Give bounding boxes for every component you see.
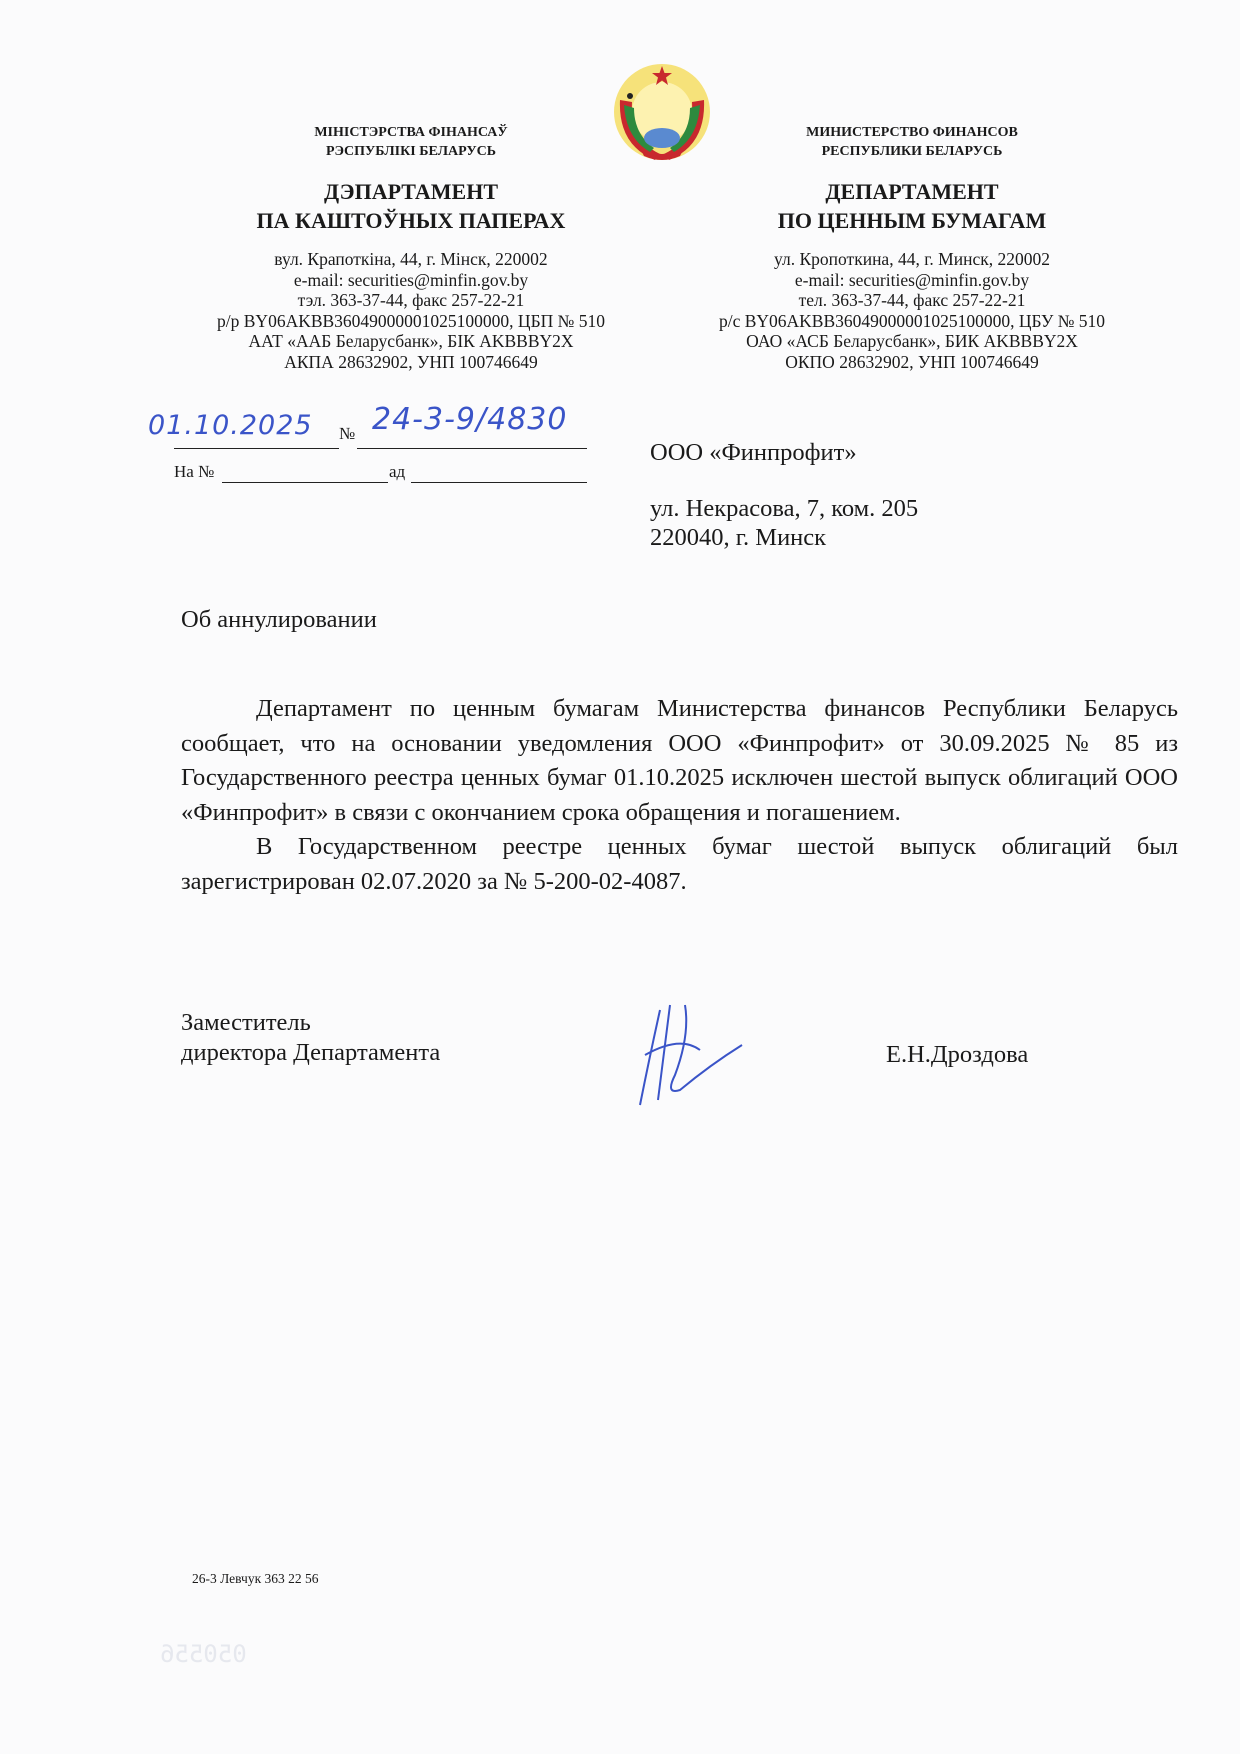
- department-by-line2: ПА КАШТОЎНЫХ ПАПЕРАХ: [256, 208, 566, 233]
- letterhead-ru: [692, 123, 1132, 372]
- number-label: №: [339, 424, 356, 443]
- phone-ru-line: тел. 363-37-44, факс 257-22-21: [798, 290, 1026, 310]
- body-paragraph: В Государственном реестре ценных бумаг шестой выпуск облигаций был зарегистрирован 02.07.2020 за № 5-200-02-4087.: [181, 833, 1178, 895]
- recipient-address: [650, 494, 918, 552]
- reply-to-label: На №: [174, 462, 215, 481]
- registration-date: 01.10.2025: [148, 410, 313, 441]
- account-by-line: р/р BY06AKBB36049000001025100000, ЦБП № 510: [217, 310, 605, 331]
- address-by-line: вул. Крапоткіна, 44, г. Мінск, 220002: [274, 249, 548, 269]
- bank-ru-line: ОАО «АСБ Беларусбанк», БИК AKBBBY2X: [746, 331, 1078, 351]
- letter-body: [181, 692, 1178, 899]
- signer-position-line1: Заместитель: [181, 1009, 311, 1036]
- recipient-street: ул. Некрасова, 7, ком. 205: [650, 495, 919, 522]
- signer-position-line2: директора Департамента: [181, 1039, 441, 1066]
- department-ru-line2: ПО ЦЕННЫМ БУМАГАМ: [777, 208, 1047, 233]
- signer-name: Е.Н.Дроздова: [886, 1041, 1029, 1068]
- phone-by-line: тэл. 363-37-44, факс 257-22-21: [297, 290, 525, 310]
- from-label: ад: [389, 462, 406, 481]
- account-ru-line: р/с BY06AKBB36049000001025100000, ЦБУ № 510: [718, 310, 1106, 331]
- form-number: 050556: [160, 1640, 247, 1668]
- handwritten-signature: [630, 995, 750, 1115]
- ministry-ru-line2: РЕСПУБЛИКИ БЕЛАРУСЬ: [821, 144, 1003, 159]
- ministry-ru-line1: МИНИСТЕРСТВО ФИНАНСОВ: [806, 125, 1018, 140]
- letterhead-by: [191, 123, 631, 372]
- recipient-name: ООО «Финпрофит»: [650, 439, 857, 466]
- signer-position: [181, 1008, 440, 1068]
- department-by-line1: ДЭПАРТАМЕНТ: [323, 179, 498, 204]
- subject: Об аннулировании: [181, 606, 377, 633]
- executor-info: 26-3 Левчук 363 22 56: [192, 1571, 319, 1586]
- recipient-city: 220040, г. Минск: [650, 524, 827, 551]
- department-ru-line1: ДЕПАРТАМЕНТ: [825, 179, 999, 204]
- address-ru-line: ул. Кропоткина, 44, г. Минск, 220002: [774, 249, 1050, 269]
- ministry-by-line1: МІНІСТЭРСТВА ФІНАНСАЎ: [314, 125, 508, 140]
- email-by-line: e-mail: securities@minfin.gov.by: [293, 269, 529, 290]
- ministry-by-line2: РЭСПУБЛІКІ БЕЛАРУСЬ: [325, 144, 496, 159]
- codes-ru-line: ОКПО 28632902, УНП 100746649: [785, 351, 1039, 372]
- bank-by-line: ААТ «ААБ Беларусбанк», БІК AKBBBY2X: [248, 331, 574, 351]
- body-paragraph: Департамент по ценным бумагам Министерства финансов Республики Беларусь сообщает, что на основании уведомления ООО «Финпрофит» от 30.09.2025 № 85 из Государственного реестра ценных бумаг 01.10.2025 исключен шестой выпуск облигаций ООО «Финпрофит» в связи с окончанием срока обращения и погашением.: [181, 695, 1178, 826]
- registration-number: 24-3-9/4830: [372, 402, 568, 437]
- email-ru-line: e-mail: securities@minfin.gov.by: [794, 269, 1030, 290]
- codes-by-line: АКПА 28632902, УНП 100746649: [284, 351, 538, 372]
